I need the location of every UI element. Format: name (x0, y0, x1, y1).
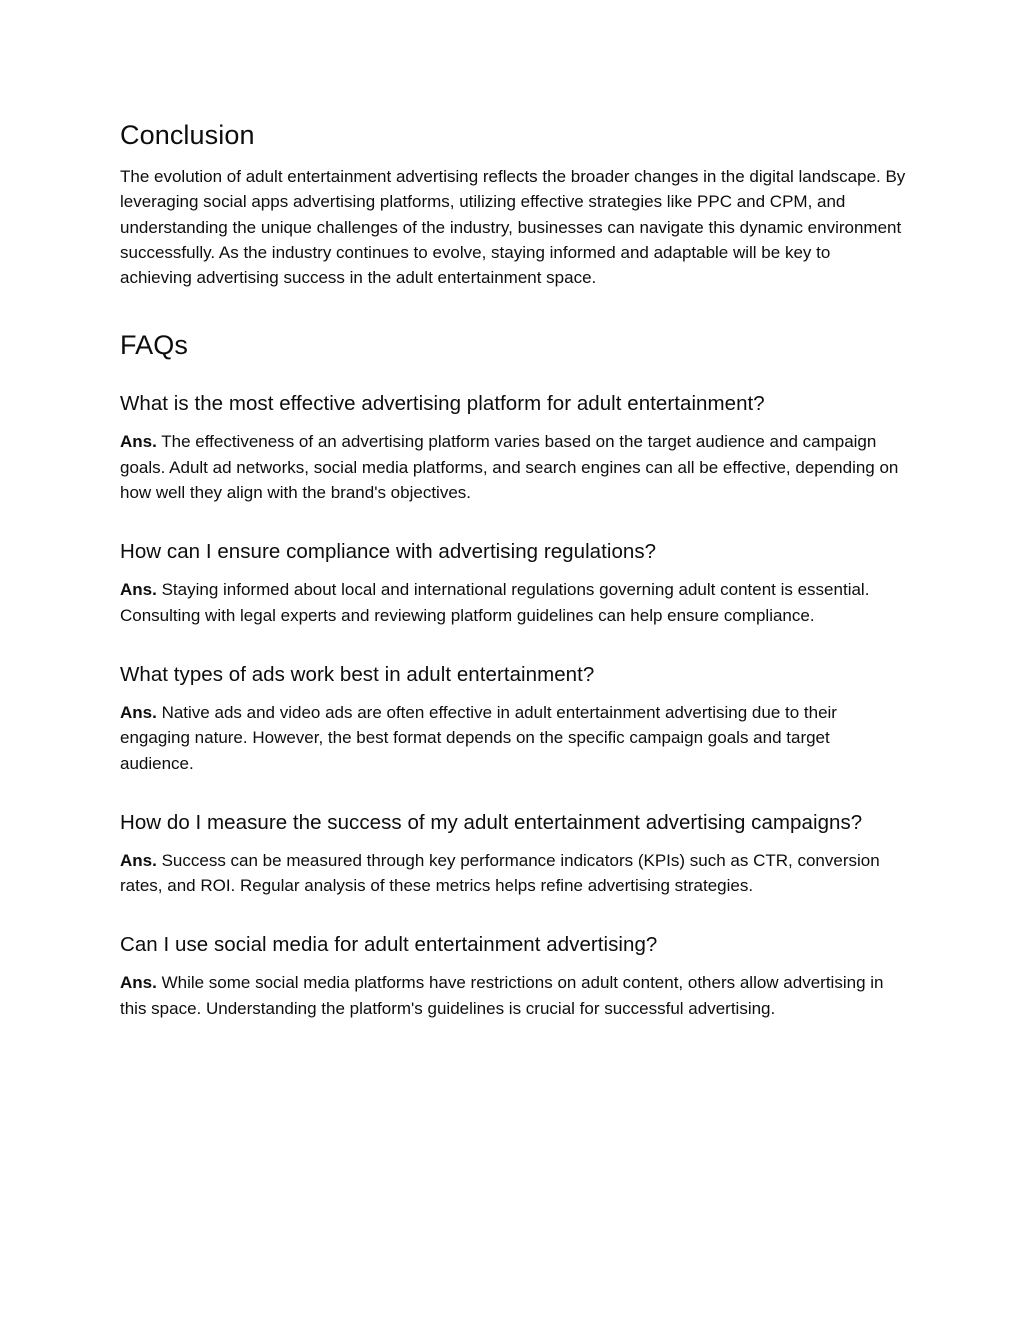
answer-text: While some social media platforms have restrictions on adult content, others allow advertising in this space. Understanding the platform's guidelines is crucial for successful advertising. (120, 973, 884, 1018)
faq-question: Can I use social media for adult entertainment advertising? (120, 933, 658, 957)
document-content (120, 118, 906, 1021)
faq-item (120, 658, 906, 776)
answer-text: Staying informed about local and international regulations governing adult content is essential. Consulting with legal experts and reviewing platform guidelines can help ensure compliance. (120, 580, 870, 625)
faq-question: How do I measure the success of my adult entertainment advertising campaigns? (120, 810, 863, 834)
answer-label: Ans. (120, 973, 157, 993)
conclusion-paragraph: The evolution of adult entertainment advertising reflects the broader changes in the digital landscape. By leveraging social apps advertising platforms, utilizing effective strategies like PPC and CPM, and understanding the unique challenges of the industry, businesses can navigate this dynamic environment successfully. As the industry continues to evolve, staying informed and adaptable will be key to achieving advertising success in the adult entertainment space. (120, 167, 906, 288)
answer-text: Success can be measured through key performance indicators (KPIs) such as CTR, conversion rates, and ROI. Regular analysis of these metrics helps refine advertising strategies. (120, 850, 880, 896)
answer-label: Ans. (120, 702, 157, 722)
faq-item (120, 387, 906, 505)
faq-question: What types of ads work best in adult entertainment? (120, 662, 595, 686)
faq-answer (120, 577, 906, 628)
faq-question: What is the most effective advertising platform for adult entertainment? (120, 392, 765, 416)
faqs-heading: FAQs (120, 330, 188, 361)
conclusion-section (120, 118, 906, 290)
faq-answer (120, 429, 906, 505)
answer-text: Native ads and video ads are often effective in adult entertainment advertising due to their engaging nature. However, the best format depends on the specific campaign goals and target audience. (120, 702, 837, 773)
answer-text: The effectiveness of an advertising platform varies based on the target audience and campaign goals. Adult ad networks, social media platforms, and search engines can all be effective, depending on how well they align with the brand's objectives. (120, 432, 899, 503)
faq-item (120, 535, 906, 628)
faq-answer (120, 970, 906, 1021)
faq-question: How can I ensure compliance with advertising regulations? (120, 540, 657, 564)
faq-answer (120, 848, 906, 899)
faqs-section (120, 328, 906, 1021)
answer-label: Ans. (120, 850, 157, 870)
answer-label: Ans. (120, 432, 157, 452)
faq-answer (120, 700, 906, 776)
answer-label: Ans. (120, 580, 157, 600)
faq-item (120, 806, 906, 899)
faq-item (120, 928, 906, 1021)
conclusion-heading: Conclusion (120, 120, 255, 150)
